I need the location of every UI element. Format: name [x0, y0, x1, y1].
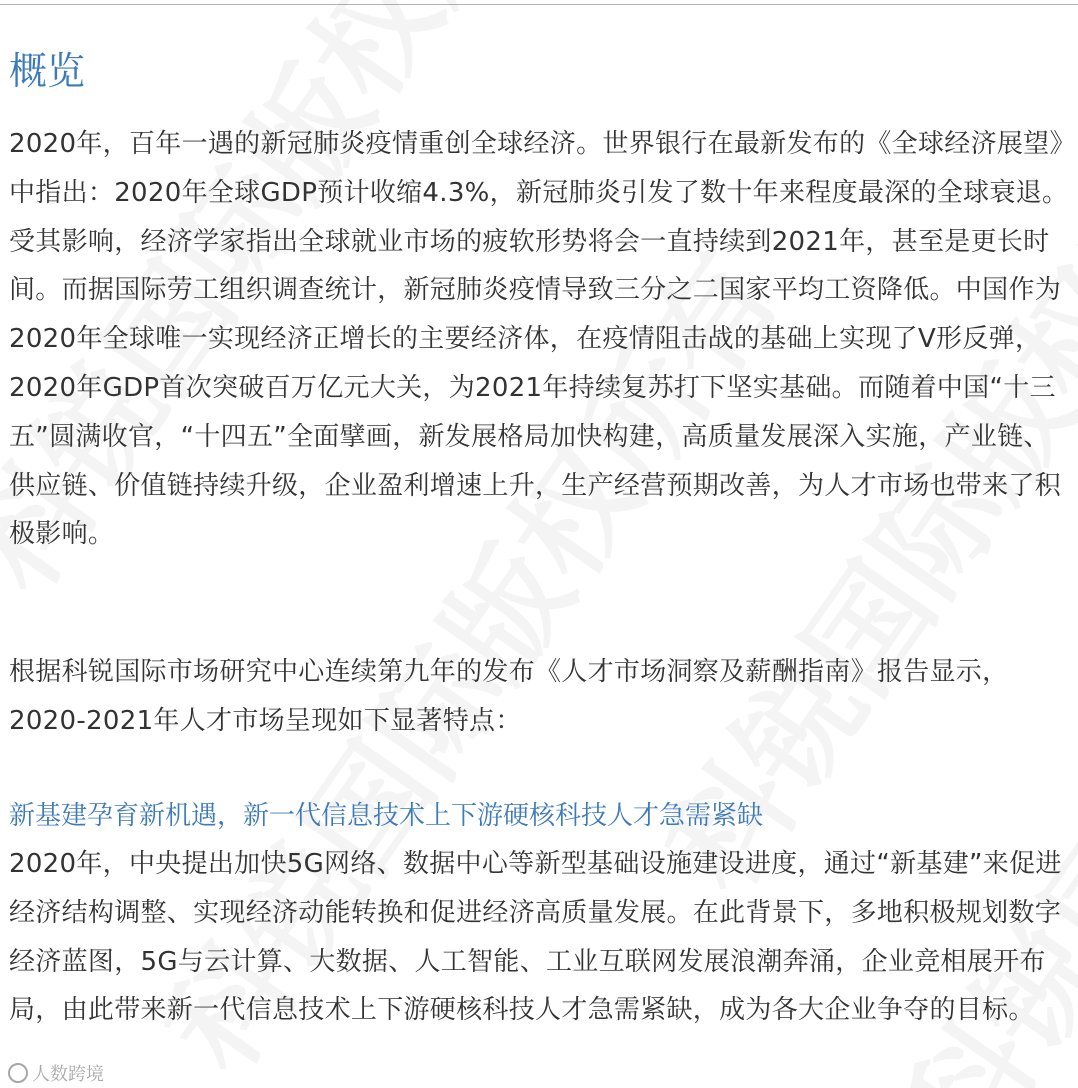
- source-watermark: [8, 1060, 104, 1086]
- report-intro-paragraph: 根据科锐国际市场研究中心连续第九年的发布《人才市场洞察及薪酬指南》报告显示， 2020-2021年人才市场呈现如下显著特点：: [9, 657, 1009, 736]
- top-divider: [0, 4, 1078, 5]
- feature-subheading: 新基建孕育新机遇，新一代信息技术上下游硬核科技人才急需紧缺: [9, 801, 764, 831]
- new-infrastructure-paragraph: 2020年，中央提出加快5G网络、数据中心等新型基础设施建设进度，通过“新基建”来促进经济结构调整、实现经济动能转换和促进经济高质量发展。在此背景下，多地积极规划数字经济蓝图，5G与云计算、大数据、人工智能、工业互联网发展浪潮奔涌，企业竞相展开布局，由此带来新一代信息技术上下游硬核科技人才急需紧缺，成为各大企业争夺的目标。: [9, 849, 1062, 1026]
- section-heading: 概览: [9, 49, 86, 93]
- wechat-logo-icon: [8, 1063, 28, 1083]
- overview-paragraph: 2020年，百年一遇的新冠肺炎疫情重创全球经济。世界银行在最新发布的《全球经济展望》中指出：2020年全球GDP预计收缩4.3%，新冠肺炎引发了数十年来程度最深的全球衰退。受其影响，经济学家指出全球就业市场的疲软形势将会一直持续到2021年，甚至是更长时间。而据国际劳工组织调查统计，新冠肺炎疫情导致三分之二国家平均工资降低。中国作为2020年全球唯一实现经济正增长的主要经济体，在疫情阻击战的基础上实现了V形反弹，2020年GDP首次突破百万亿元大关，为2021年持续复苏打下坚实基础。而随着中国“十三五”圆满收官，“十四五”全面擘画，新发展格局加快构建，高质量发展深入实施，产业链、供应链、价值链持续升级，企业盈利增速上升，生产经营预期改善，为人才市场也带来了积极影响。: [9, 129, 1069, 550]
- source-watermark-label: 人数跨境: [32, 1064, 104, 1085]
